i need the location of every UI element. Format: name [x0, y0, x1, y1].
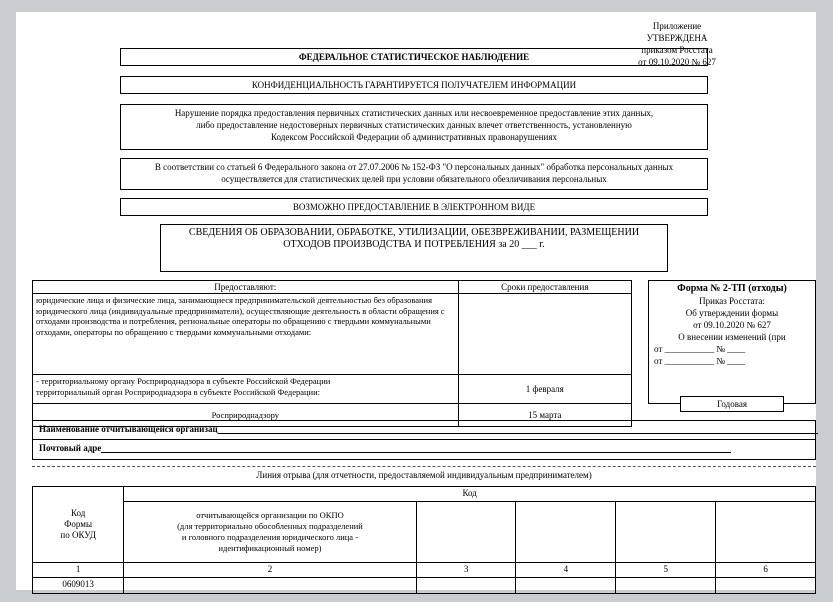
form-change-line-1: от ___________ № ____ — [654, 344, 746, 354]
banner-violation-notice — [120, 104, 708, 150]
okud-code-header — [33, 487, 124, 563]
code-value-3[interactable] — [416, 578, 516, 594]
organization-name-label: Наименование отчитывающейся организац — [39, 424, 218, 434]
page-title-line-2: ОТХОДОВ ПРОИЗВОДСТВА И ПОТРЕБЛЕНИЯ — [283, 239, 496, 250]
tear-line-divider — [32, 466, 816, 467]
col-number-1: 1 — [33, 563, 124, 578]
row2-description — [33, 375, 459, 404]
okpo-desc-line-3: и головного подразделения юридического лица - — [181, 532, 359, 542]
form-changes-label: О внесении изменений (при — [678, 332, 786, 342]
form-info-box — [648, 280, 816, 404]
col-number-2: 2 — [124, 563, 416, 578]
okpo-desc-line-2: (для территориально обособленных подразделений — [177, 521, 363, 531]
postal-address-label: Почтовый адре — [39, 443, 102, 453]
organization-name-row — [33, 421, 815, 440]
code-table — [32, 486, 816, 594]
reporting-year-line: за 20 ___ г. — [498, 239, 545, 250]
providers-header: Предоставляют: — [33, 281, 459, 294]
col-number-6: 6 — [716, 563, 816, 578]
personal-data-line-1: В соответствии со статьей 6 Федерального закона от 27.07.2006 № 152-ФЗ "О персональных данных" обработка — [154, 162, 586, 172]
code-value-4[interactable] — [516, 578, 616, 594]
code-table-value-row — [33, 578, 816, 594]
row2-term: 1 февраля — [458, 375, 631, 404]
approval-line-4: от 09.10.2020 № 627 — [638, 57, 716, 67]
code-value-6[interactable] — [716, 578, 816, 594]
form-approve-label: Об утверждении формы — [685, 308, 779, 318]
okpo-desc-line-4: идентификационный номер) — [218, 543, 322, 553]
table-row — [33, 294, 632, 375]
code-table-number-row — [33, 563, 816, 578]
code-col-6-header — [716, 502, 816, 563]
row3-description: Росприроднадзору — [33, 404, 459, 427]
form-change-line-2: от ___________ № ____ — [654, 356, 746, 366]
code-table-subheader-row — [33, 502, 816, 563]
okpo-desc-line-1: отчитывающейся организации по ОКПО — [196, 510, 344, 520]
table-row — [33, 375, 632, 404]
col-number-4: 4 — [516, 563, 616, 578]
row2-line-2: территориальный орган Росприроднадзора в субъекте Российской Федерации: — [36, 386, 321, 397]
row2-line-1: - территориальному органу Росприроднадзора в субъекте Российской Федерации — [36, 376, 331, 386]
tear-line-label: Линия отрыва (для отчетности, предоставляемой индивидуальным предпринимателем) — [256, 470, 592, 480]
code-col-4-header — [516, 502, 616, 563]
form-periodicity-box: Годовая — [680, 396, 784, 412]
code-value-5[interactable] — [616, 578, 716, 594]
code-col-3-header — [416, 502, 516, 563]
banner-confidentiality: КОНФИДЕНЦИАЛЬНОСТЬ ГАРАНТИРУЕТСЯ ПОЛУЧАТЕЛЕМ ИНФОРМАЦИИ — [120, 76, 708, 94]
banner-personal-data — [120, 158, 708, 190]
okpo-description — [124, 502, 416, 563]
document-title-block — [160, 224, 668, 272]
form-approve-date: от 09.10.2020 № 627 — [693, 320, 771, 330]
organization-name-input[interactable] — [218, 424, 818, 434]
page-title-line-1: СВЕДЕНИЯ ОБ ОБРАЗОВАНИИ, ОБРАБОТКЕ, УТИЛИЗАЦИИ, ОБЕЗВРЕЖИВАНИИ, РАЗМЕЩЕНИИ — [188, 227, 640, 238]
document-page — [16, 12, 816, 590]
violation-line-2: либо предоставление недостоверных первичных статистических данных влечет ответственность, установленную — [196, 120, 632, 130]
code-col-5-header — [616, 502, 716, 563]
okud-header-line-3: по ОКУД — [60, 530, 96, 540]
postal-address-input[interactable] — [101, 443, 731, 453]
approval-line-2: УТВЕРЖДЕНА — [646, 33, 708, 43]
providers-table — [32, 280, 632, 427]
terms-header: Сроки предоставления — [458, 281, 631, 294]
providers-description: юридические лица и физические лица, занимающиеся предпринимательской деятельностью без образования юридического лица (индивидуальные предприниматели), осуществляющие деятельность в области обращения с отходами производства и потребления, региональные операторы по обращению с твердыми коммунальными отходами, операторы по обращению с твердыми коммунальными отходами: — [33, 294, 459, 375]
table-header-row — [33, 281, 632, 294]
personal-data-line-2: персональных данных осуществляется для статистических целей при условии обязательного обезличивания персональных — [221, 162, 674, 184]
approval-line-1: Приложение — [652, 21, 702, 31]
okud-header-line-2: Формы — [64, 519, 92, 529]
col-number-3: 3 — [416, 563, 516, 578]
okud-header-line-1: Код — [70, 508, 86, 518]
okud-value[interactable]: 0609013 — [33, 578, 124, 594]
providers-term-empty — [458, 294, 631, 375]
code-table-header-row — [33, 487, 816, 502]
postal-address-row — [33, 440, 815, 459]
banner-electronic-submission: ВОЗМОЖНО ПРЕДОСТАВЛЕНИЕ В ЭЛЕКТРОННОМ ВИДЕ — [120, 198, 708, 216]
violation-line-1: Нарушение порядка предоставления первичных статистических данных или несвоевременное предоставление этих данных, — [174, 108, 654, 118]
approval-line-3: приказом Росстата — [641, 45, 713, 55]
banner-federal-observation: ФЕДЕРАЛЬНОЕ СТАТИСТИЧЕСКОЕ НАБЛЮДЕНИЕ — [120, 48, 708, 66]
row3-term: 15 марта — [458, 404, 631, 427]
organization-details-box — [32, 420, 816, 460]
violation-line-3: Кодексом Российской Федерации об административных правонарушениях — [271, 132, 557, 142]
kod-group-header: Код — [124, 487, 816, 502]
form-number-title: Форма № 2-ТП (отходы) — [677, 283, 787, 294]
form-order-label: Приказ Росстата: — [699, 296, 765, 306]
okpo-value[interactable] — [124, 578, 416, 594]
col-number-5: 5 — [616, 563, 716, 578]
